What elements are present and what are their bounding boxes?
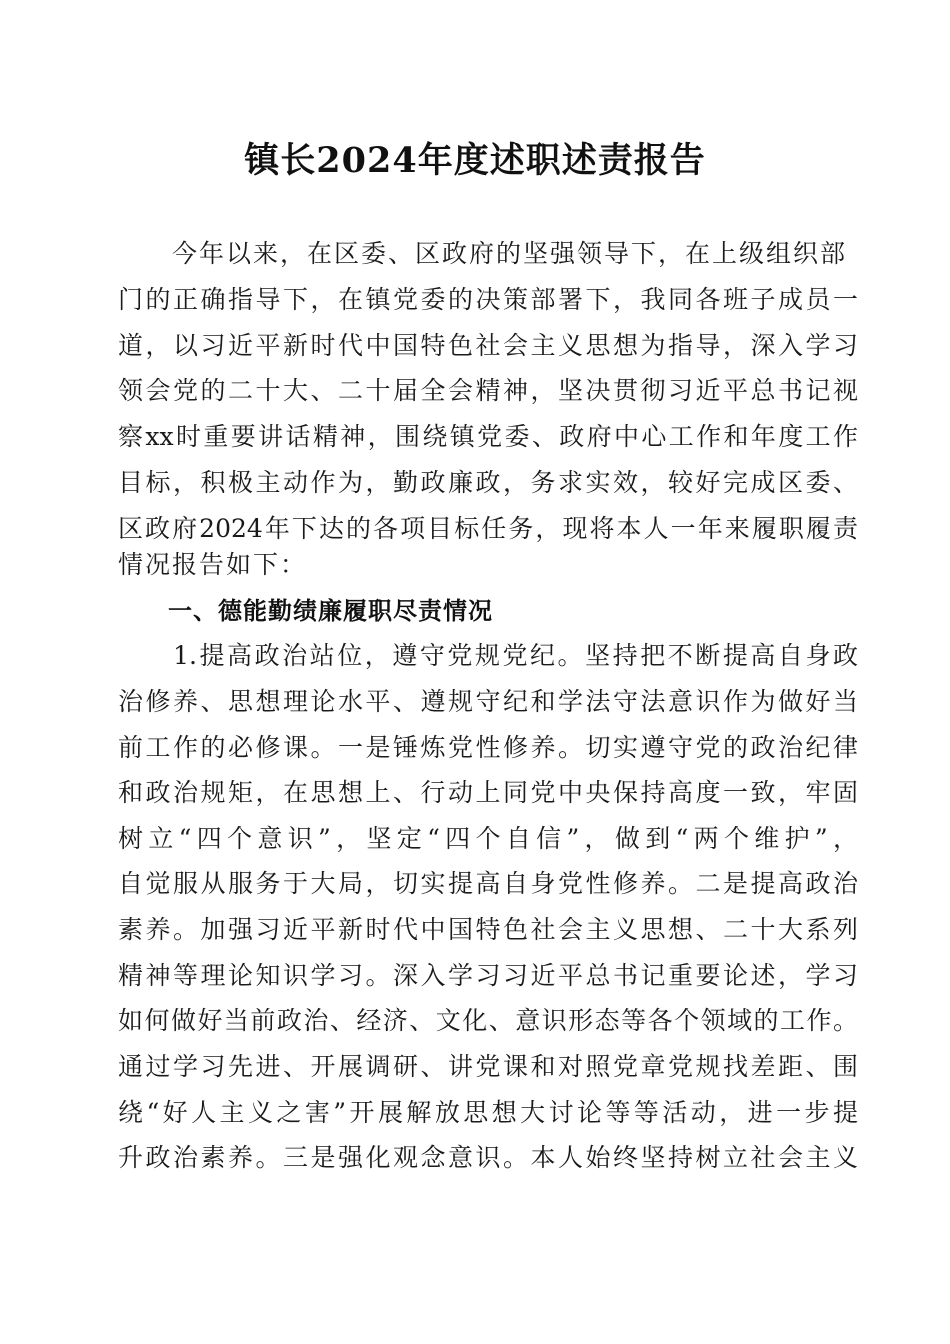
body-line: 树立“四个意识”，坚定“四个自信”，做到“两个维护”， <box>118 824 858 853</box>
body-line: 和政治规矩，在思想上、行动上同党中央保持高度一致，牢固 <box>118 778 858 807</box>
body-line: 素养。加强习近平新时代中国特色社会主义思想、二十大系列 <box>118 915 858 944</box>
body-line: 领会党的二十大、二十届全会精神，坚决贯彻习近平总书记视 <box>118 376 858 405</box>
body-line: 今年以来，在区委、区政府的坚强领导下，在上级组织部 <box>118 239 848 268</box>
body-line: 治修养、思想理论水平、遵规守纪和学法守法意识作为做好当 <box>118 687 858 716</box>
body-line: 情况报告如下： <box>118 550 308 579</box>
body-line: 前工作的必修课。一是锤炼党性修养。切实遵守党的政治纪律 <box>118 733 858 762</box>
body-line: 如何做好当前政治、经济、文化、意识形态等各个领域的工作。 <box>118 1006 858 1035</box>
document-title: 镇长2024年度述职述责报告 <box>244 140 706 181</box>
body-line: 道，以习近平新时代中国特色社会主义思想为指导，深入学习 <box>118 331 858 360</box>
body-line: 精神等理论知识学习。深入学习习近平总书记重要论述，学习 <box>118 961 858 990</box>
body-line: 区政府2024年下达的各项目标任务，现将本人一年来履职履责 <box>118 514 858 543</box>
body-line: 通过学习先进、开展调研、讲党课和对照党章党规找差距、围 <box>118 1052 858 1081</box>
body-line: 1.提高政治站位，遵守党规党纪。坚持把不断提高自身政 <box>118 641 858 670</box>
section-heading: 一、德能勤绩廉履职尽责情况 <box>118 597 493 625</box>
body-line: 察xx时重要讲话精神，围绕镇党委、政府中心工作和年度工作 <box>118 422 858 451</box>
body-line: 目标，积极主动作为，勤政廉政，务求实效，较好完成区委、 <box>118 468 858 497</box>
body-line: 升政治素养。三是强化观念意识。本人始终坚持树立社会主义 <box>118 1143 858 1172</box>
body-line: 自觉服从服务于大局，切实提高自身党性修养。二是提高政治 <box>118 869 858 898</box>
body-line: 门的正确指导下，在镇党委的决策部署下，我同各班子成员一 <box>118 285 858 314</box>
body-line: 绕“好人主义之害”开展解放思想大讨论等等活动，进一步提 <box>118 1098 858 1127</box>
